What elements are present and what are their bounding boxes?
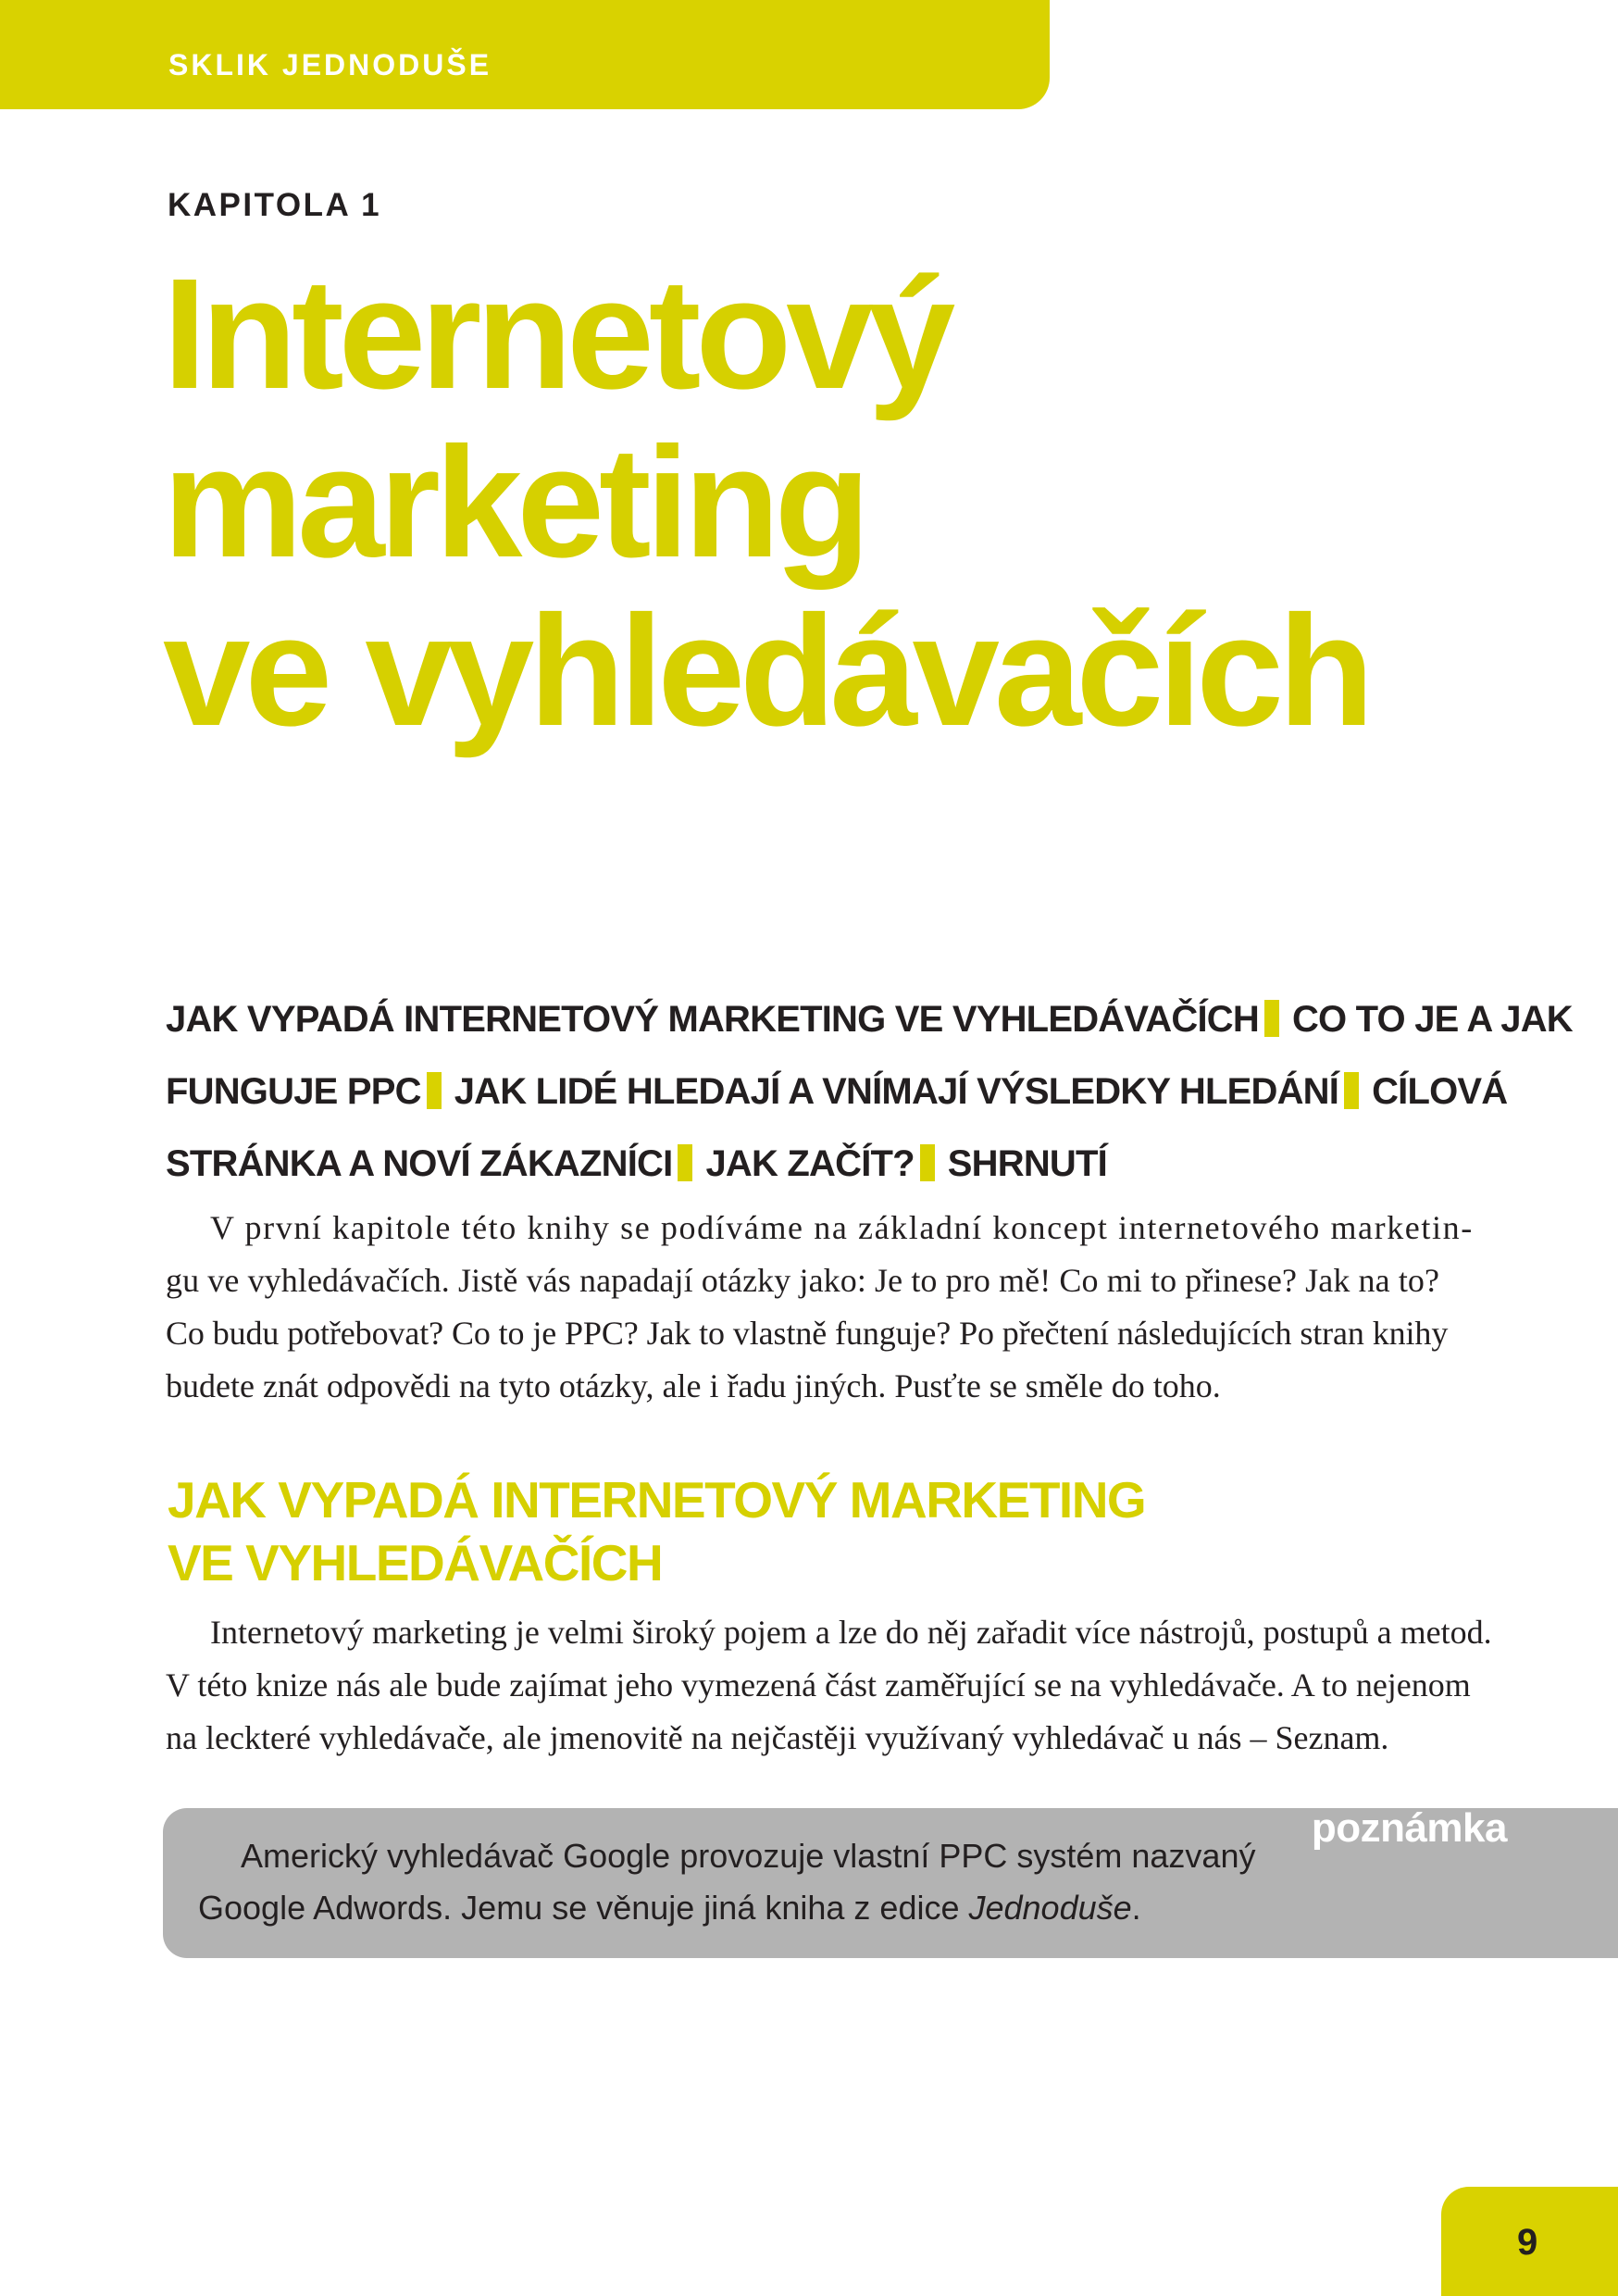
toc-separator bbox=[1344, 1072, 1359, 1109]
header-tab bbox=[0, 0, 1050, 109]
chapter-title-line: ve vyhledávačích bbox=[163, 583, 1369, 759]
toc-item: CO TO JE A JAK bbox=[1291, 999, 1573, 1040]
note-line bbox=[198, 1882, 1401, 1934]
page-number: 9 bbox=[1517, 2222, 1538, 2263]
intro-line: V první kapitole této knihy se podíváme na základní koncept internetového marketin- bbox=[210, 1209, 1474, 1246]
toc-item: JAK VYPADÁ INTERNETOVÝ MARKETING VE VYHLEDÁVAČÍCH bbox=[166, 999, 1259, 1040]
toc-line bbox=[166, 983, 1573, 1055]
toc-item: STRÁNKA A NOVÍ ZÁKAZNÍCI bbox=[166, 1143, 673, 1184]
note-line: Americký vyhledávač Google provozuje vlastní PPC systém nazvaný bbox=[241, 1837, 1256, 1875]
section-line: Internetový marketing je velmi široký pojem a lze do něj zařadit více nástrojů, postupů a metod. bbox=[210, 1614, 1492, 1651]
chapter-title-line: marketing bbox=[163, 415, 865, 591]
toc-separator bbox=[427, 1072, 442, 1109]
toc-item: CÍLOVÁ bbox=[1372, 1071, 1508, 1112]
toc-line bbox=[166, 1128, 1536, 1200]
toc-separator bbox=[678, 1144, 692, 1181]
toc-item: SHRNUTÍ bbox=[947, 1143, 1107, 1184]
page-number-tab bbox=[1441, 2187, 1618, 2296]
toc-separator bbox=[920, 1144, 935, 1181]
chapter-label: KAPITOLA 1 bbox=[168, 187, 382, 223]
chapter-title-line: Internetový bbox=[163, 246, 951, 422]
intro-paragraph bbox=[166, 1202, 1512, 1413]
note-edition-name: Jednoduše bbox=[968, 1889, 1132, 1927]
section-heading-line: JAK VYPADÁ INTERNETOVÝ MARKETING bbox=[168, 1471, 1146, 1529]
intro-line: gu ve vyhledávačích. Jistě vás napadají otázky jako: Je to pro mě! Co mi to přinese? Jak na to? bbox=[166, 1262, 1440, 1299]
note-box bbox=[163, 1805, 1618, 1958]
toc-line bbox=[166, 1055, 1536, 1128]
toc-item: FUNGUJE PPC bbox=[166, 1071, 421, 1112]
section-heading-line: VE VYHLEDÁVAČÍCH bbox=[168, 1534, 663, 1591]
intro-line: Co budu potřebovat? Co to je PPC? Jak to vlastně funguje? Po přečtení následujících stran knihy bbox=[166, 1315, 1449, 1352]
note-label: poznámka bbox=[1311, 1805, 1507, 1851]
note-text bbox=[198, 1830, 1401, 1934]
section-line: na leckteré vyhledávače, ale jmenovitě na nejčastěji využívaný vyhledávač u nás – Seznam. bbox=[166, 1719, 1389, 1756]
toc-separator bbox=[1264, 1000, 1279, 1037]
section-paragraph bbox=[166, 1606, 1512, 1765]
toc-item: JAK ZAČÍT? bbox=[705, 1143, 915, 1184]
toc-item: JAK LIDÉ HLEDAJÍ A VNÍMAJÍ VÝSLEDKY HLEDÁNÍ bbox=[454, 1071, 1339, 1112]
note-text-prefix: Google Adwords. Jemu se věnuje jiná kniha z edice bbox=[198, 1889, 969, 1927]
chapter-title bbox=[163, 246, 1551, 759]
note-text-suffix: . bbox=[1131, 1889, 1141, 1927]
section-line: V této knize nás ale bude zajímat jeho vymezená část zaměřující se na vyhledávače. A to nejenom bbox=[166, 1666, 1471, 1703]
series-label: SKLIK JEDNODUŠE bbox=[168, 48, 492, 81]
chapter-contents bbox=[166, 983, 1573, 1200]
intro-line: budete znát odpovědi na tyto otázky, ale i řadu jiných. Pusťte se směle do toho. bbox=[166, 1367, 1221, 1404]
section-heading bbox=[168, 1468, 1145, 1594]
